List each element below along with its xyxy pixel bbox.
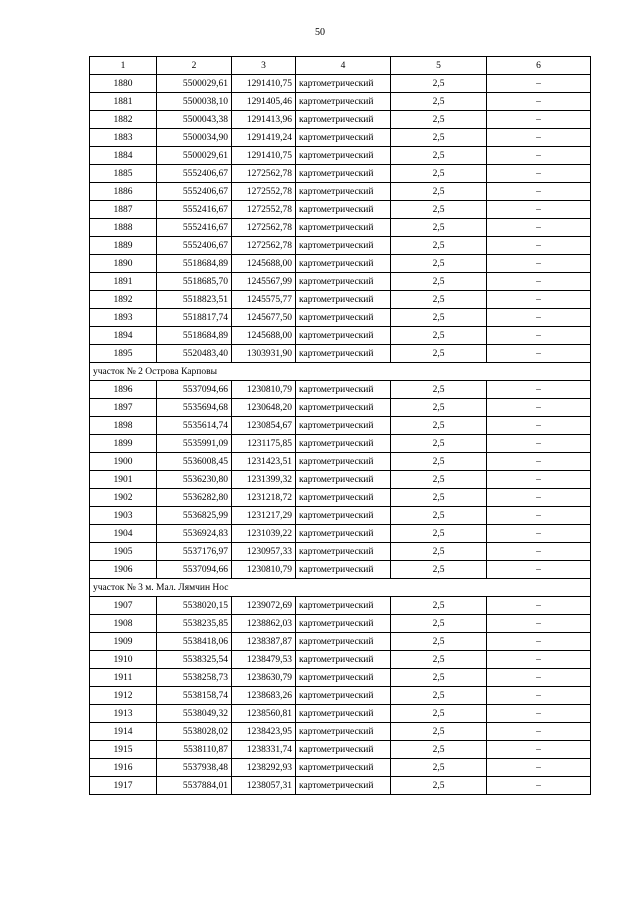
coord-x-cell: 5552406,67 — [157, 183, 232, 201]
point-number-cell: 1900 — [90, 453, 157, 471]
coord-y-cell: 1272562,78 — [232, 165, 296, 183]
coord-x-cell: 5538049,32 — [157, 705, 232, 723]
method-cell: картометрический — [296, 543, 391, 561]
coord-x-cell: 5537884,01 — [157, 777, 232, 795]
table-row — [90, 309, 591, 327]
accuracy-cell: 2,5 — [391, 777, 487, 795]
note-cell: – — [487, 597, 591, 615]
method-cell: картометрический — [296, 219, 391, 237]
coord-y-cell: 1238057,31 — [232, 777, 296, 795]
coord-x-cell: 5535694,68 — [157, 399, 232, 417]
accuracy-cell: 2,5 — [391, 543, 487, 561]
coord-x-cell: 5537176,97 — [157, 543, 232, 561]
section-header-row — [90, 363, 591, 381]
coord-x-cell: 5535614,74 — [157, 417, 232, 435]
accuracy-cell: 2,5 — [391, 381, 487, 399]
method-cell: картометрический — [296, 237, 391, 255]
accuracy-cell: 2,5 — [391, 651, 487, 669]
coord-y-cell: 1238387,87 — [232, 633, 296, 651]
note-cell: – — [487, 237, 591, 255]
coord-x-cell: 5538418,06 — [157, 633, 232, 651]
coord-x-cell: 5538020,15 — [157, 597, 232, 615]
header-row — [90, 57, 591, 75]
note-cell: – — [487, 777, 591, 795]
point-number-cell: 1888 — [90, 219, 157, 237]
accuracy-cell: 2,5 — [391, 111, 487, 129]
coord-y-cell: 1291419,24 — [232, 129, 296, 147]
method-cell: картометрический — [296, 327, 391, 345]
coord-y-cell: 1230957,33 — [232, 543, 296, 561]
accuracy-cell: 2,5 — [391, 417, 487, 435]
method-cell: картометрический — [296, 471, 391, 489]
coord-x-cell: 5538258,73 — [157, 669, 232, 687]
note-cell: – — [487, 273, 591, 291]
note-cell: – — [487, 129, 591, 147]
method-cell: картометрический — [296, 651, 391, 669]
note-cell: – — [487, 327, 591, 345]
coord-x-cell: 5518823,51 — [157, 291, 232, 309]
note-cell: – — [487, 651, 591, 669]
method-cell: картометрический — [296, 777, 391, 795]
section-header-row — [90, 579, 591, 597]
note-cell: – — [487, 615, 591, 633]
table-row — [90, 723, 591, 741]
section-title: участок № 2 Острова Карповы — [90, 363, 591, 381]
coord-x-cell: 5536924,83 — [157, 525, 232, 543]
note-cell: – — [487, 345, 591, 363]
table-row — [90, 417, 591, 435]
table-row — [90, 129, 591, 147]
coord-x-cell: 5552416,67 — [157, 201, 232, 219]
point-number-cell: 1897 — [90, 399, 157, 417]
coord-y-cell: 1238331,74 — [232, 741, 296, 759]
point-number-cell: 1885 — [90, 165, 157, 183]
coord-y-cell: 1239072,69 — [232, 597, 296, 615]
accuracy-cell: 2,5 — [391, 147, 487, 165]
point-number-cell: 1906 — [90, 561, 157, 579]
table-row — [90, 561, 591, 579]
coord-y-cell: 1238560,81 — [232, 705, 296, 723]
accuracy-cell: 2,5 — [391, 345, 487, 363]
table-row — [90, 75, 591, 93]
header-col-4: 4 — [296, 57, 391, 75]
accuracy-cell: 2,5 — [391, 561, 487, 579]
accuracy-cell: 2,5 — [391, 507, 487, 525]
point-number-cell: 1884 — [90, 147, 157, 165]
note-cell: – — [487, 201, 591, 219]
accuracy-cell: 2,5 — [391, 399, 487, 417]
coord-x-cell: 5538158,74 — [157, 687, 232, 705]
table-row — [90, 759, 591, 777]
method-cell: картометрический — [296, 75, 391, 93]
table-row — [90, 705, 591, 723]
note-cell: – — [487, 687, 591, 705]
method-cell: картометрический — [296, 489, 391, 507]
method-cell: картометрический — [296, 507, 391, 525]
point-number-cell: 1916 — [90, 759, 157, 777]
note-cell: – — [487, 147, 591, 165]
note-cell: – — [487, 219, 591, 237]
point-number-cell: 1917 — [90, 777, 157, 795]
table-row — [90, 633, 591, 651]
point-number-cell: 1898 — [90, 417, 157, 435]
table-row — [90, 147, 591, 165]
point-number-cell: 1910 — [90, 651, 157, 669]
coord-y-cell: 1245688,00 — [232, 327, 296, 345]
accuracy-cell: 2,5 — [391, 489, 487, 507]
point-number-cell: 1891 — [90, 273, 157, 291]
accuracy-cell: 2,5 — [391, 219, 487, 237]
note-cell: – — [487, 741, 591, 759]
table-row — [90, 111, 591, 129]
coord-y-cell: 1230810,79 — [232, 561, 296, 579]
coord-y-cell: 1291410,75 — [232, 75, 296, 93]
coord-x-cell: 5535991,09 — [157, 435, 232, 453]
coord-x-cell: 5520483,40 — [157, 345, 232, 363]
method-cell: картометрический — [296, 399, 391, 417]
method-cell: картометрический — [296, 687, 391, 705]
note-cell: – — [487, 759, 591, 777]
table-row — [90, 525, 591, 543]
coord-x-cell: 5500029,61 — [157, 75, 232, 93]
method-cell: картометрический — [296, 723, 391, 741]
coord-y-cell: 1245575,77 — [232, 291, 296, 309]
coord-x-cell: 5518685,70 — [157, 273, 232, 291]
table-row — [90, 471, 591, 489]
table-row — [90, 93, 591, 111]
table-row — [90, 615, 591, 633]
accuracy-cell: 2,5 — [391, 255, 487, 273]
accuracy-cell: 2,5 — [391, 669, 487, 687]
point-number-cell: 1905 — [90, 543, 157, 561]
coord-y-cell: 1245567,99 — [232, 273, 296, 291]
table-row — [90, 255, 591, 273]
method-cell: картометрический — [296, 633, 391, 651]
point-number-cell: 1892 — [90, 291, 157, 309]
accuracy-cell: 2,5 — [391, 525, 487, 543]
table-row — [90, 453, 591, 471]
coord-x-cell: 5518684,89 — [157, 327, 232, 345]
coord-x-cell: 5536008,45 — [157, 453, 232, 471]
table-row — [90, 651, 591, 669]
note-cell: – — [487, 309, 591, 327]
coordinates-table — [89, 56, 591, 795]
header-col-5: 5 — [391, 57, 487, 75]
accuracy-cell: 2,5 — [391, 435, 487, 453]
method-cell: картометрический — [296, 309, 391, 327]
coord-y-cell: 1230810,79 — [232, 381, 296, 399]
note-cell: – — [487, 93, 591, 111]
coord-y-cell: 1245688,00 — [232, 255, 296, 273]
method-cell: картометрический — [296, 435, 391, 453]
coord-y-cell: 1245677,50 — [232, 309, 296, 327]
accuracy-cell: 2,5 — [391, 741, 487, 759]
coord-x-cell: 5537094,66 — [157, 381, 232, 399]
method-cell: картометрический — [296, 417, 391, 435]
accuracy-cell: 2,5 — [391, 165, 487, 183]
accuracy-cell: 2,5 — [391, 273, 487, 291]
accuracy-cell: 2,5 — [391, 327, 487, 345]
coord-y-cell: 1272562,78 — [232, 219, 296, 237]
method-cell: картометрический — [296, 273, 391, 291]
method-cell: картометрический — [296, 183, 391, 201]
note-cell: – — [487, 669, 591, 687]
method-cell: картометрический — [296, 291, 391, 309]
method-cell: картометрический — [296, 381, 391, 399]
point-number-cell: 1890 — [90, 255, 157, 273]
table-row — [90, 435, 591, 453]
point-number-cell: 1882 — [90, 111, 157, 129]
method-cell: картометрический — [296, 453, 391, 471]
method-cell: картометрический — [296, 93, 391, 111]
section-title: участок № 3 м. Мал. Лямчин Нос — [90, 579, 591, 597]
accuracy-cell: 2,5 — [391, 93, 487, 111]
accuracy-cell: 2,5 — [391, 75, 487, 93]
coord-x-cell: 5500038,10 — [157, 93, 232, 111]
accuracy-cell: 2,5 — [391, 723, 487, 741]
coord-x-cell: 5537938,48 — [157, 759, 232, 777]
coord-x-cell: 5536282,80 — [157, 489, 232, 507]
coord-x-cell: 5552406,67 — [157, 165, 232, 183]
method-cell: картометрический — [296, 669, 391, 687]
note-cell: – — [487, 75, 591, 93]
accuracy-cell: 2,5 — [391, 129, 487, 147]
note-cell: – — [487, 381, 591, 399]
coord-y-cell: 1231218,72 — [232, 489, 296, 507]
header-col-6: 6 — [487, 57, 591, 75]
coord-x-cell: 5552416,67 — [157, 219, 232, 237]
method-cell: картометрический — [296, 111, 391, 129]
note-cell: – — [487, 507, 591, 525]
coord-y-cell: 1238292,93 — [232, 759, 296, 777]
method-cell: картометрический — [296, 741, 391, 759]
table-row — [90, 165, 591, 183]
note-cell: – — [487, 291, 591, 309]
coord-x-cell: 5536825,99 — [157, 507, 232, 525]
coord-y-cell: 1272552,78 — [232, 183, 296, 201]
accuracy-cell: 2,5 — [391, 633, 487, 651]
coord-y-cell: 1238479,53 — [232, 651, 296, 669]
point-number-cell: 1908 — [90, 615, 157, 633]
table-row — [90, 597, 591, 615]
header-col-1: 1 — [90, 57, 157, 75]
coord-y-cell: 1272552,78 — [232, 201, 296, 219]
coord-y-cell: 1238423,95 — [232, 723, 296, 741]
method-cell: картометрический — [296, 201, 391, 219]
coord-y-cell: 1230854,67 — [232, 417, 296, 435]
accuracy-cell: 2,5 — [391, 237, 487, 255]
coord-y-cell: 1238683,26 — [232, 687, 296, 705]
coord-y-cell: 1291410,75 — [232, 147, 296, 165]
table-row — [90, 345, 591, 363]
coord-y-cell: 1231175,85 — [232, 435, 296, 453]
point-number-cell: 1901 — [90, 471, 157, 489]
accuracy-cell: 2,5 — [391, 291, 487, 309]
coord-y-cell: 1231039,22 — [232, 525, 296, 543]
note-cell: – — [487, 453, 591, 471]
note-cell: – — [487, 543, 591, 561]
coord-y-cell: 1291405,46 — [232, 93, 296, 111]
accuracy-cell: 2,5 — [391, 759, 487, 777]
point-number-cell: 1913 — [90, 705, 157, 723]
method-cell: картометрический — [296, 597, 391, 615]
note-cell: – — [487, 111, 591, 129]
point-number-cell: 1883 — [90, 129, 157, 147]
coord-x-cell: 5518684,89 — [157, 255, 232, 273]
method-cell: картометрический — [296, 345, 391, 363]
note-cell: – — [487, 435, 591, 453]
note-cell: – — [487, 255, 591, 273]
table-row — [90, 273, 591, 291]
note-cell: – — [487, 417, 591, 435]
method-cell: картометрический — [296, 147, 391, 165]
coord-x-cell: 5552406,67 — [157, 237, 232, 255]
coord-x-cell: 5538325,54 — [157, 651, 232, 669]
method-cell: картометрический — [296, 129, 391, 147]
table-row — [90, 237, 591, 255]
point-number-cell: 1893 — [90, 309, 157, 327]
table-row — [90, 669, 591, 687]
table-row — [90, 687, 591, 705]
accuracy-cell: 2,5 — [391, 309, 487, 327]
accuracy-cell: 2,5 — [391, 471, 487, 489]
coord-x-cell: 5538028,02 — [157, 723, 232, 741]
table-row — [90, 399, 591, 417]
point-number-cell: 1899 — [90, 435, 157, 453]
point-number-cell: 1902 — [90, 489, 157, 507]
table-row — [90, 489, 591, 507]
note-cell: – — [487, 525, 591, 543]
coord-y-cell: 1231399,32 — [232, 471, 296, 489]
table-row — [90, 507, 591, 525]
point-number-cell: 1889 — [90, 237, 157, 255]
point-number-cell: 1907 — [90, 597, 157, 615]
table-row — [90, 741, 591, 759]
coord-x-cell: 5500029,61 — [157, 147, 232, 165]
coord-y-cell: 1238630,79 — [232, 669, 296, 687]
coord-x-cell: 5500034,90 — [157, 129, 232, 147]
table-body — [90, 75, 591, 795]
coord-y-cell: 1231217,29 — [232, 507, 296, 525]
method-cell: картометрический — [296, 255, 391, 273]
coord-y-cell: 1303931,90 — [232, 345, 296, 363]
table-row — [90, 543, 591, 561]
table-row — [90, 201, 591, 219]
point-number-cell: 1887 — [90, 201, 157, 219]
note-cell: – — [487, 183, 591, 201]
point-number-cell: 1894 — [90, 327, 157, 345]
method-cell: картометрический — [296, 615, 391, 633]
coord-x-cell: 5538110,87 — [157, 741, 232, 759]
method-cell: картометрический — [296, 525, 391, 543]
table-row — [90, 219, 591, 237]
point-number-cell: 1911 — [90, 669, 157, 687]
point-number-cell: 1904 — [90, 525, 157, 543]
note-cell: – — [487, 633, 591, 651]
note-cell: – — [487, 561, 591, 579]
method-cell: картометрический — [296, 759, 391, 777]
coord-x-cell: 5538235,85 — [157, 615, 232, 633]
accuracy-cell: 2,5 — [391, 183, 487, 201]
accuracy-cell: 2,5 — [391, 201, 487, 219]
point-number-cell: 1881 — [90, 93, 157, 111]
note-cell: – — [487, 165, 591, 183]
point-number-cell: 1880 — [90, 75, 157, 93]
page-number: 50 — [315, 27, 325, 38]
coord-y-cell: 1291413,96 — [232, 111, 296, 129]
point-number-cell: 1895 — [90, 345, 157, 363]
note-cell: – — [487, 723, 591, 741]
point-number-cell: 1915 — [90, 741, 157, 759]
coord-x-cell: 5536230,80 — [157, 471, 232, 489]
accuracy-cell: 2,5 — [391, 453, 487, 471]
table-row — [90, 291, 591, 309]
accuracy-cell: 2,5 — [391, 687, 487, 705]
table-row — [90, 777, 591, 795]
header-col-2: 2 — [157, 57, 232, 75]
coord-x-cell: 5500043,38 — [157, 111, 232, 129]
method-cell: картометрический — [296, 561, 391, 579]
method-cell: картометрический — [296, 705, 391, 723]
header-col-3: 3 — [232, 57, 296, 75]
point-number-cell: 1886 — [90, 183, 157, 201]
point-number-cell: 1896 — [90, 381, 157, 399]
note-cell: – — [487, 489, 591, 507]
coord-y-cell: 1238862,03 — [232, 615, 296, 633]
table-row — [90, 183, 591, 201]
note-cell: – — [487, 471, 591, 489]
point-number-cell: 1909 — [90, 633, 157, 651]
method-cell: картометрический — [296, 165, 391, 183]
table-row — [90, 327, 591, 345]
coord-y-cell: 1231423,51 — [232, 453, 296, 471]
coord-x-cell: 5537094,66 — [157, 561, 232, 579]
coord-y-cell: 1230648,20 — [232, 399, 296, 417]
point-number-cell: 1912 — [90, 687, 157, 705]
note-cell: – — [487, 399, 591, 417]
note-cell: – — [487, 705, 591, 723]
table-row — [90, 381, 591, 399]
point-number-cell: 1914 — [90, 723, 157, 741]
accuracy-cell: 2,5 — [391, 615, 487, 633]
accuracy-cell: 2,5 — [391, 597, 487, 615]
coord-x-cell: 5518817,74 — [157, 309, 232, 327]
coord-y-cell: 1272562,78 — [232, 237, 296, 255]
accuracy-cell: 2,5 — [391, 705, 487, 723]
point-number-cell: 1903 — [90, 507, 157, 525]
